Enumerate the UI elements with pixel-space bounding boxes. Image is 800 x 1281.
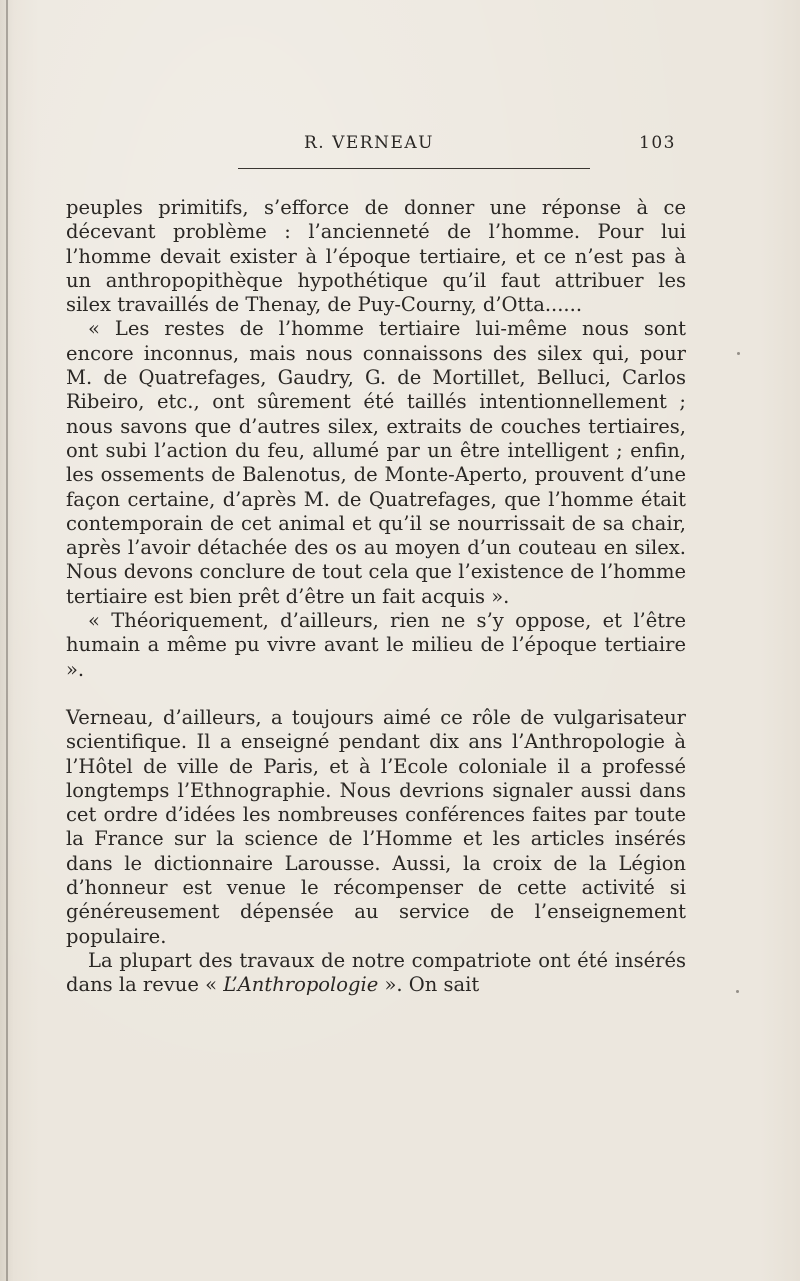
paragraph-1: peuples primitifs, s’efforce de donner une réponse à ce décevant problème : l’ancienneté de l’homme. Pour lui l’homme devait exister à l’époque tertiaire, et ce n’est pas à un anthropopithèque hypothétique qu’il faut attribuer les silex travaillés de Thenay, de Puy-Courny, d’Otta...... bbox=[66, 196, 686, 317]
body-text bbox=[66, 196, 686, 998]
running-head-author: R. VERNEAU bbox=[304, 133, 434, 153]
page-number: 103 bbox=[639, 133, 676, 153]
running-head bbox=[64, 133, 676, 157]
header-rule bbox=[238, 168, 590, 169]
paragraph-5 bbox=[66, 949, 686, 998]
paper-speck bbox=[736, 990, 739, 993]
paragraph-5-text-after: ». On sait bbox=[378, 973, 480, 997]
paragraph-3-quote: « Théoriquement, d’ailleurs, rien ne s’y oppose, et l’être humain a même pu vivre avant le milieu de l’époque tertiaire ». bbox=[66, 609, 686, 681]
binding-gutter bbox=[6, 0, 8, 1281]
paragraph-4: Verneau, d’ailleurs, a toujours aimé ce rôle de vulgarisateur scientifique. Il a enseigné pendant dix ans l’Anthropologie à l’Hôtel de ville de Paris, et à l’Ecole coloniale il a professé longtemps l’Ethnographie. Nous devrions signaler aussi dans cet ordre d’idées les nombreuses conférences faites par toute la France sur la science de l’Homme et les articles insérés dans le dictionnaire Larousse. Aussi, la croix de la Légion d’honneur est venue le récompenser de cette activité si généreusement dépensée au service de l’enseignement populaire. bbox=[66, 705, 686, 948]
journal-title: L’Anthropologie bbox=[223, 973, 379, 997]
paragraph-5-text-before: La plupart des travaux de notre compatriote ont été insérés dans la revue « bbox=[66, 948, 686, 997]
paper-speck bbox=[737, 352, 740, 355]
paragraph-2-quote: « Les restes de l’homme tertiaire lui-même nous sont encore inconnus, mais nous connaissons des silex qui, pour M. de Quatrefages, Gaudry, G. de Mortillet, Belluci, Carlos Ribeiro, etc., ont sûrement été taillés intentionnellement ; nous savons que d’autres silex, extraits de couches tertiaires, ont subi l’action du feu, allumé par un être intelligent ; enfin, les ossements de Balenotus, de Monte-Aperto, prouvent d’une façon certaine, d’après M. de Quatrefages, que l’homme était contemporain de cet animal et qu’il se nourrissait de sa chair, après l’avoir détachée des os au moyen d’un couteau en silex. Nous devons conclure de tout cela que l’existence de l’homme tertiaire est bien prêt d’être un fait acquis ». bbox=[66, 317, 686, 608]
